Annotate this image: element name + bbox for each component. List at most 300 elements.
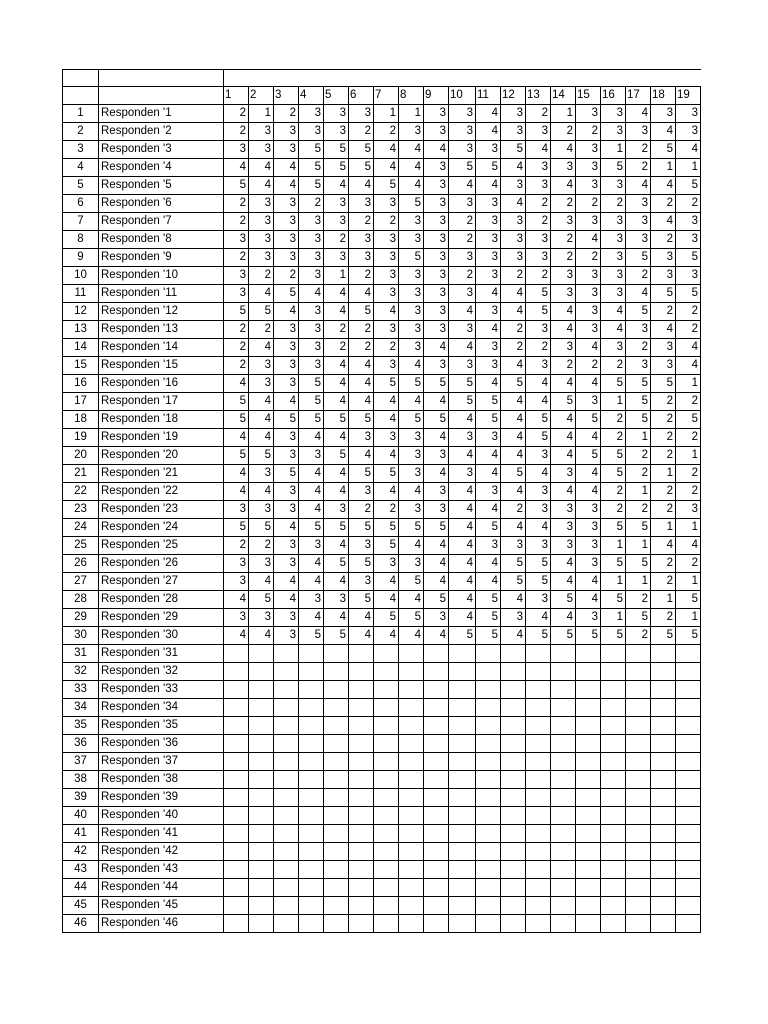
row-number-cell: 17 (63, 393, 99, 411)
score-cell (249, 699, 274, 717)
row-number-cell: 29 (63, 609, 99, 627)
score-cell (424, 735, 449, 753)
score-cell: 4 (576, 465, 601, 483)
score-cell: 2 (651, 231, 676, 249)
table-row (63, 735, 701, 753)
respondent-name-cell: Responden '14 (99, 339, 224, 357)
score-cell: 2 (324, 321, 349, 339)
score-cell: 5 (626, 411, 651, 429)
score-cell (249, 861, 274, 879)
score-cell (349, 807, 374, 825)
score-cell (601, 663, 626, 681)
score-cell: 4 (249, 573, 274, 591)
respondent-name-cell: Responden '8 (99, 231, 224, 249)
score-cell (476, 717, 501, 735)
score-cell: 5 (299, 627, 324, 645)
column-header-item-12: 12 (501, 87, 526, 105)
respondent-name-cell: Responden '18 (99, 411, 224, 429)
score-cell: 5 (374, 375, 399, 393)
score-cell (576, 825, 601, 843)
score-cell: 3 (501, 177, 526, 195)
score-cell (249, 645, 274, 663)
table-row (63, 501, 701, 519)
score-cell: 4 (224, 465, 249, 483)
score-cell: 4 (449, 447, 476, 465)
respondent-name-cell: Responden '30 (99, 627, 224, 645)
score-cell (274, 879, 299, 897)
score-cell (676, 681, 701, 699)
score-cell (601, 825, 626, 843)
score-cell (501, 789, 526, 807)
score-cell: 4 (526, 393, 551, 411)
score-cell (224, 915, 249, 933)
row-number-cell: 34 (63, 699, 99, 717)
score-cell: 3 (349, 537, 374, 555)
row-number-cell: 39 (63, 789, 99, 807)
score-cell (626, 915, 651, 933)
score-cell (224, 879, 249, 897)
score-cell: 3 (324, 105, 349, 123)
score-cell: 2 (576, 357, 601, 375)
score-cell: 3 (349, 231, 374, 249)
score-cell: 5 (526, 285, 551, 303)
score-cell: 1 (601, 609, 626, 627)
score-cell: 3 (551, 159, 576, 177)
score-cell: 3 (249, 555, 274, 573)
score-cell: 4 (626, 177, 651, 195)
score-cell: 3 (476, 429, 501, 447)
score-cell (551, 699, 576, 717)
score-cell: 2 (626, 339, 651, 357)
score-cell (601, 897, 626, 915)
score-cell (551, 681, 576, 699)
score-cell (349, 897, 374, 915)
score-cell (626, 879, 651, 897)
score-cell: 4 (424, 465, 449, 483)
score-cell (576, 843, 601, 861)
score-cell: 5 (349, 555, 374, 573)
score-cell (349, 825, 374, 843)
score-cell: 4 (476, 447, 501, 465)
score-cell: 4 (476, 555, 501, 573)
score-cell: 4 (501, 357, 526, 375)
score-cell: 4 (449, 339, 476, 357)
score-cell (526, 681, 551, 699)
score-cell: 4 (551, 429, 576, 447)
table-row (63, 627, 701, 645)
score-cell: 4 (349, 393, 374, 411)
score-cell: 5 (249, 519, 274, 537)
score-cell: 3 (676, 501, 701, 519)
score-cell (399, 879, 424, 897)
score-cell (299, 735, 324, 753)
score-cell: 4 (224, 627, 249, 645)
score-cell: 4 (601, 321, 626, 339)
score-cell (274, 807, 299, 825)
score-cell: 2 (576, 195, 601, 213)
row-number-cell: 10 (63, 267, 99, 285)
score-cell: 3 (501, 609, 526, 627)
score-cell: 2 (626, 465, 651, 483)
score-cell: 4 (576, 573, 601, 591)
score-cell: 4 (449, 555, 476, 573)
score-cell: 4 (374, 573, 399, 591)
score-cell (601, 879, 626, 897)
score-cell (501, 735, 526, 753)
score-cell: 3 (526, 177, 551, 195)
score-cell: 4 (576, 231, 601, 249)
score-cell: 1 (651, 465, 676, 483)
score-cell: 3 (274, 609, 299, 627)
score-cell: 3 (374, 429, 399, 447)
score-cell: 2 (651, 411, 676, 429)
score-cell: 3 (626, 195, 651, 213)
score-cell: 1 (651, 519, 676, 537)
score-cell: 4 (551, 303, 576, 321)
table-body (63, 70, 701, 933)
score-cell: 2 (626, 447, 651, 465)
score-cell (324, 915, 349, 933)
row-number-cell: 44 (63, 879, 99, 897)
score-cell: 3 (476, 483, 501, 501)
score-cell: 4 (526, 609, 551, 627)
score-cell: 3 (424, 483, 449, 501)
score-cell: 2 (249, 267, 274, 285)
score-cell (399, 771, 424, 789)
score-cell (399, 735, 424, 753)
score-cell: 4 (399, 483, 424, 501)
score-cell: 5 (676, 177, 701, 195)
score-cell (526, 915, 551, 933)
score-cell: 5 (526, 411, 551, 429)
score-cell: 1 (626, 573, 651, 591)
score-cell (476, 753, 501, 771)
score-cell: 4 (576, 339, 601, 357)
score-cell: 4 (651, 213, 676, 231)
respondent-name-cell: Responden '44 (99, 879, 224, 897)
score-cell: 5 (349, 159, 374, 177)
score-cell: 1 (399, 105, 424, 123)
score-cell (324, 807, 349, 825)
score-cell: 4 (249, 393, 274, 411)
score-cell: 3 (399, 501, 424, 519)
score-cell (349, 681, 374, 699)
score-cell: 4 (274, 303, 299, 321)
score-cell: 5 (526, 429, 551, 447)
table-row (63, 573, 701, 591)
score-cell (399, 717, 424, 735)
score-cell: 4 (299, 483, 324, 501)
respondent-name-cell: Responden '46 (99, 915, 224, 933)
score-cell: 4 (476, 105, 501, 123)
score-cell (526, 879, 551, 897)
score-cell: 5 (399, 411, 424, 429)
score-cell: 2 (324, 231, 349, 249)
score-cell: 4 (476, 177, 501, 195)
score-cell (299, 663, 324, 681)
score-cell (676, 735, 701, 753)
column-header-item-18: 18 (651, 87, 676, 105)
score-cell (324, 735, 349, 753)
score-cell: 4 (449, 303, 476, 321)
score-cell: 3 (249, 231, 274, 249)
score-cell: 3 (299, 447, 324, 465)
score-cell (449, 861, 476, 879)
score-cell: 5 (324, 159, 349, 177)
respondent-name-cell: Responden '2 (99, 123, 224, 141)
row-number-cell: 41 (63, 825, 99, 843)
score-cell: 4 (449, 501, 476, 519)
score-cell: 5 (601, 627, 626, 645)
score-cell: 5 (324, 519, 349, 537)
score-cell: 4 (551, 447, 576, 465)
score-cell: 4 (551, 609, 576, 627)
score-cell: 3 (299, 339, 324, 357)
score-cell: 2 (651, 429, 676, 447)
score-cell: 4 (424, 339, 449, 357)
score-cell (399, 645, 424, 663)
score-cell: 4 (551, 483, 576, 501)
score-cell (449, 843, 476, 861)
score-cell (349, 879, 374, 897)
score-cell (476, 843, 501, 861)
row-number-cell: 45 (63, 897, 99, 915)
score-cell: 4 (399, 393, 424, 411)
score-cell (626, 753, 651, 771)
respondent-name-cell: Responden '26 (99, 555, 224, 573)
score-cell (676, 753, 701, 771)
row-number-cell: 12 (63, 303, 99, 321)
score-cell (399, 915, 424, 933)
score-cell (501, 663, 526, 681)
score-cell: 3 (274, 249, 299, 267)
score-cell: 4 (324, 537, 349, 555)
item-group-header (224, 70, 701, 87)
score-cell (601, 699, 626, 717)
score-cell (526, 771, 551, 789)
score-cell: 4 (374, 303, 399, 321)
column-header-item-19: 19 (676, 87, 701, 105)
table-row (63, 357, 701, 375)
score-cell: 3 (249, 141, 274, 159)
score-cell: 2 (501, 339, 526, 357)
score-cell: 4 (626, 105, 651, 123)
score-cell: 3 (526, 357, 551, 375)
score-cell (349, 735, 374, 753)
score-cell: 3 (576, 213, 601, 231)
score-cell: 4 (676, 141, 701, 159)
score-cell (249, 735, 274, 753)
score-cell: 3 (249, 123, 274, 141)
respondent-name-cell: Responden '9 (99, 249, 224, 267)
score-cell (626, 843, 651, 861)
score-cell: 4 (651, 123, 676, 141)
score-cell: 5 (374, 609, 399, 627)
row-number-cell: 16 (63, 375, 99, 393)
score-cell (501, 879, 526, 897)
score-cell: 5 (676, 285, 701, 303)
score-cell (374, 681, 399, 699)
score-cell: 1 (551, 105, 576, 123)
header-blank-cell (63, 87, 99, 105)
score-cell (324, 663, 349, 681)
score-cell: 3 (299, 123, 324, 141)
score-cell (374, 717, 399, 735)
score-cell (476, 861, 501, 879)
score-cell (349, 645, 374, 663)
score-cell (476, 699, 501, 717)
score-cell: 2 (626, 267, 651, 285)
score-cell (576, 807, 601, 825)
score-cell: 3 (424, 249, 449, 267)
score-cell: 3 (424, 501, 449, 519)
score-cell: 3 (626, 357, 651, 375)
score-cell (676, 879, 701, 897)
score-cell (249, 825, 274, 843)
score-cell: 4 (476, 573, 501, 591)
score-cell (449, 879, 476, 897)
row-number-cell: 9 (63, 249, 99, 267)
score-cell: 4 (449, 591, 476, 609)
score-cell: 4 (374, 159, 399, 177)
score-cell (374, 735, 399, 753)
score-cell: 5 (501, 555, 526, 573)
score-cell (299, 825, 324, 843)
table-row (63, 267, 701, 285)
score-cell: 5 (374, 465, 399, 483)
table-row (63, 483, 701, 501)
score-cell: 4 (324, 483, 349, 501)
score-cell: 3 (651, 357, 676, 375)
score-cell: 3 (449, 285, 476, 303)
score-cell: 5 (224, 393, 249, 411)
score-cell (299, 771, 324, 789)
score-cell: 4 (424, 627, 449, 645)
table-row (63, 141, 701, 159)
score-cell (501, 897, 526, 915)
score-cell: 3 (399, 231, 424, 249)
score-cell: 5 (224, 303, 249, 321)
score-cell (374, 897, 399, 915)
table-row (63, 303, 701, 321)
score-cell: 4 (501, 591, 526, 609)
score-cell: 5 (324, 555, 349, 573)
score-cell: 3 (476, 267, 501, 285)
score-cell: 3 (399, 447, 424, 465)
score-cell: 3 (349, 429, 374, 447)
respondent-name-cell: Responden '13 (99, 321, 224, 339)
score-cell: 2 (676, 303, 701, 321)
score-cell: 5 (424, 591, 449, 609)
score-cell (424, 843, 449, 861)
score-cell: 1 (601, 141, 626, 159)
respondent-name-cell: Responden '33 (99, 681, 224, 699)
score-cell: 3 (601, 249, 626, 267)
score-cell: 5 (299, 393, 324, 411)
score-cell (274, 735, 299, 753)
score-cell: 4 (449, 519, 476, 537)
score-cell: 5 (374, 537, 399, 555)
score-cell: 3 (299, 357, 324, 375)
score-cell: 5 (424, 375, 449, 393)
score-cell: 3 (274, 357, 299, 375)
score-cell: 3 (651, 105, 676, 123)
score-cell: 2 (349, 123, 374, 141)
score-cell: 1 (676, 159, 701, 177)
score-cell: 4 (424, 429, 449, 447)
score-cell: 5 (651, 375, 676, 393)
score-cell (476, 915, 501, 933)
score-cell: 4 (224, 483, 249, 501)
respondent-name-cell: Responden '23 (99, 501, 224, 519)
score-cell: 3 (576, 501, 601, 519)
score-cell: 5 (449, 393, 476, 411)
table-row (63, 249, 701, 267)
score-cell: 3 (651, 339, 676, 357)
score-cell: 3 (424, 357, 449, 375)
score-cell: 2 (501, 321, 526, 339)
table-row (63, 123, 701, 141)
score-cell: 5 (601, 465, 626, 483)
score-cell: 3 (476, 537, 501, 555)
score-cell (676, 843, 701, 861)
score-cell: 3 (626, 213, 651, 231)
score-cell: 4 (374, 393, 399, 411)
row-number-cell: 26 (63, 555, 99, 573)
score-cell (324, 771, 349, 789)
score-cell: 3 (224, 555, 249, 573)
score-cell: 4 (476, 321, 501, 339)
score-cell: 5 (449, 375, 476, 393)
score-cell (651, 717, 676, 735)
score-cell: 5 (676, 249, 701, 267)
row-number-cell: 42 (63, 843, 99, 861)
score-cell: 2 (551, 357, 576, 375)
score-cell: 3 (349, 573, 374, 591)
score-cell: 5 (299, 159, 324, 177)
score-cell: 4 (551, 411, 576, 429)
score-cell (274, 915, 299, 933)
score-cell: 3 (551, 213, 576, 231)
score-cell: 3 (399, 123, 424, 141)
score-cell: 3 (249, 213, 274, 231)
score-cell (324, 717, 349, 735)
score-cell: 3 (249, 375, 274, 393)
score-cell (399, 789, 424, 807)
score-cell: 2 (374, 339, 399, 357)
score-cell: 1 (651, 591, 676, 609)
score-cell (449, 825, 476, 843)
respondent-name-cell: Responden '5 (99, 177, 224, 195)
score-cell: 3 (501, 123, 526, 141)
score-cell (399, 825, 424, 843)
score-cell (676, 897, 701, 915)
column-header-item-13: 13 (526, 87, 551, 105)
score-cell: 4 (224, 159, 249, 177)
table-row (63, 393, 701, 411)
respondent-name-cell: Responden '21 (99, 465, 224, 483)
score-cell (374, 807, 399, 825)
column-header-item-3: 3 (274, 87, 299, 105)
score-cell (551, 879, 576, 897)
score-cell: 3 (449, 249, 476, 267)
score-cell (399, 681, 424, 699)
score-cell: 3 (476, 249, 501, 267)
score-cell: 5 (601, 555, 626, 573)
table-row (63, 375, 701, 393)
score-cell: 4 (224, 429, 249, 447)
score-cell: 2 (626, 159, 651, 177)
